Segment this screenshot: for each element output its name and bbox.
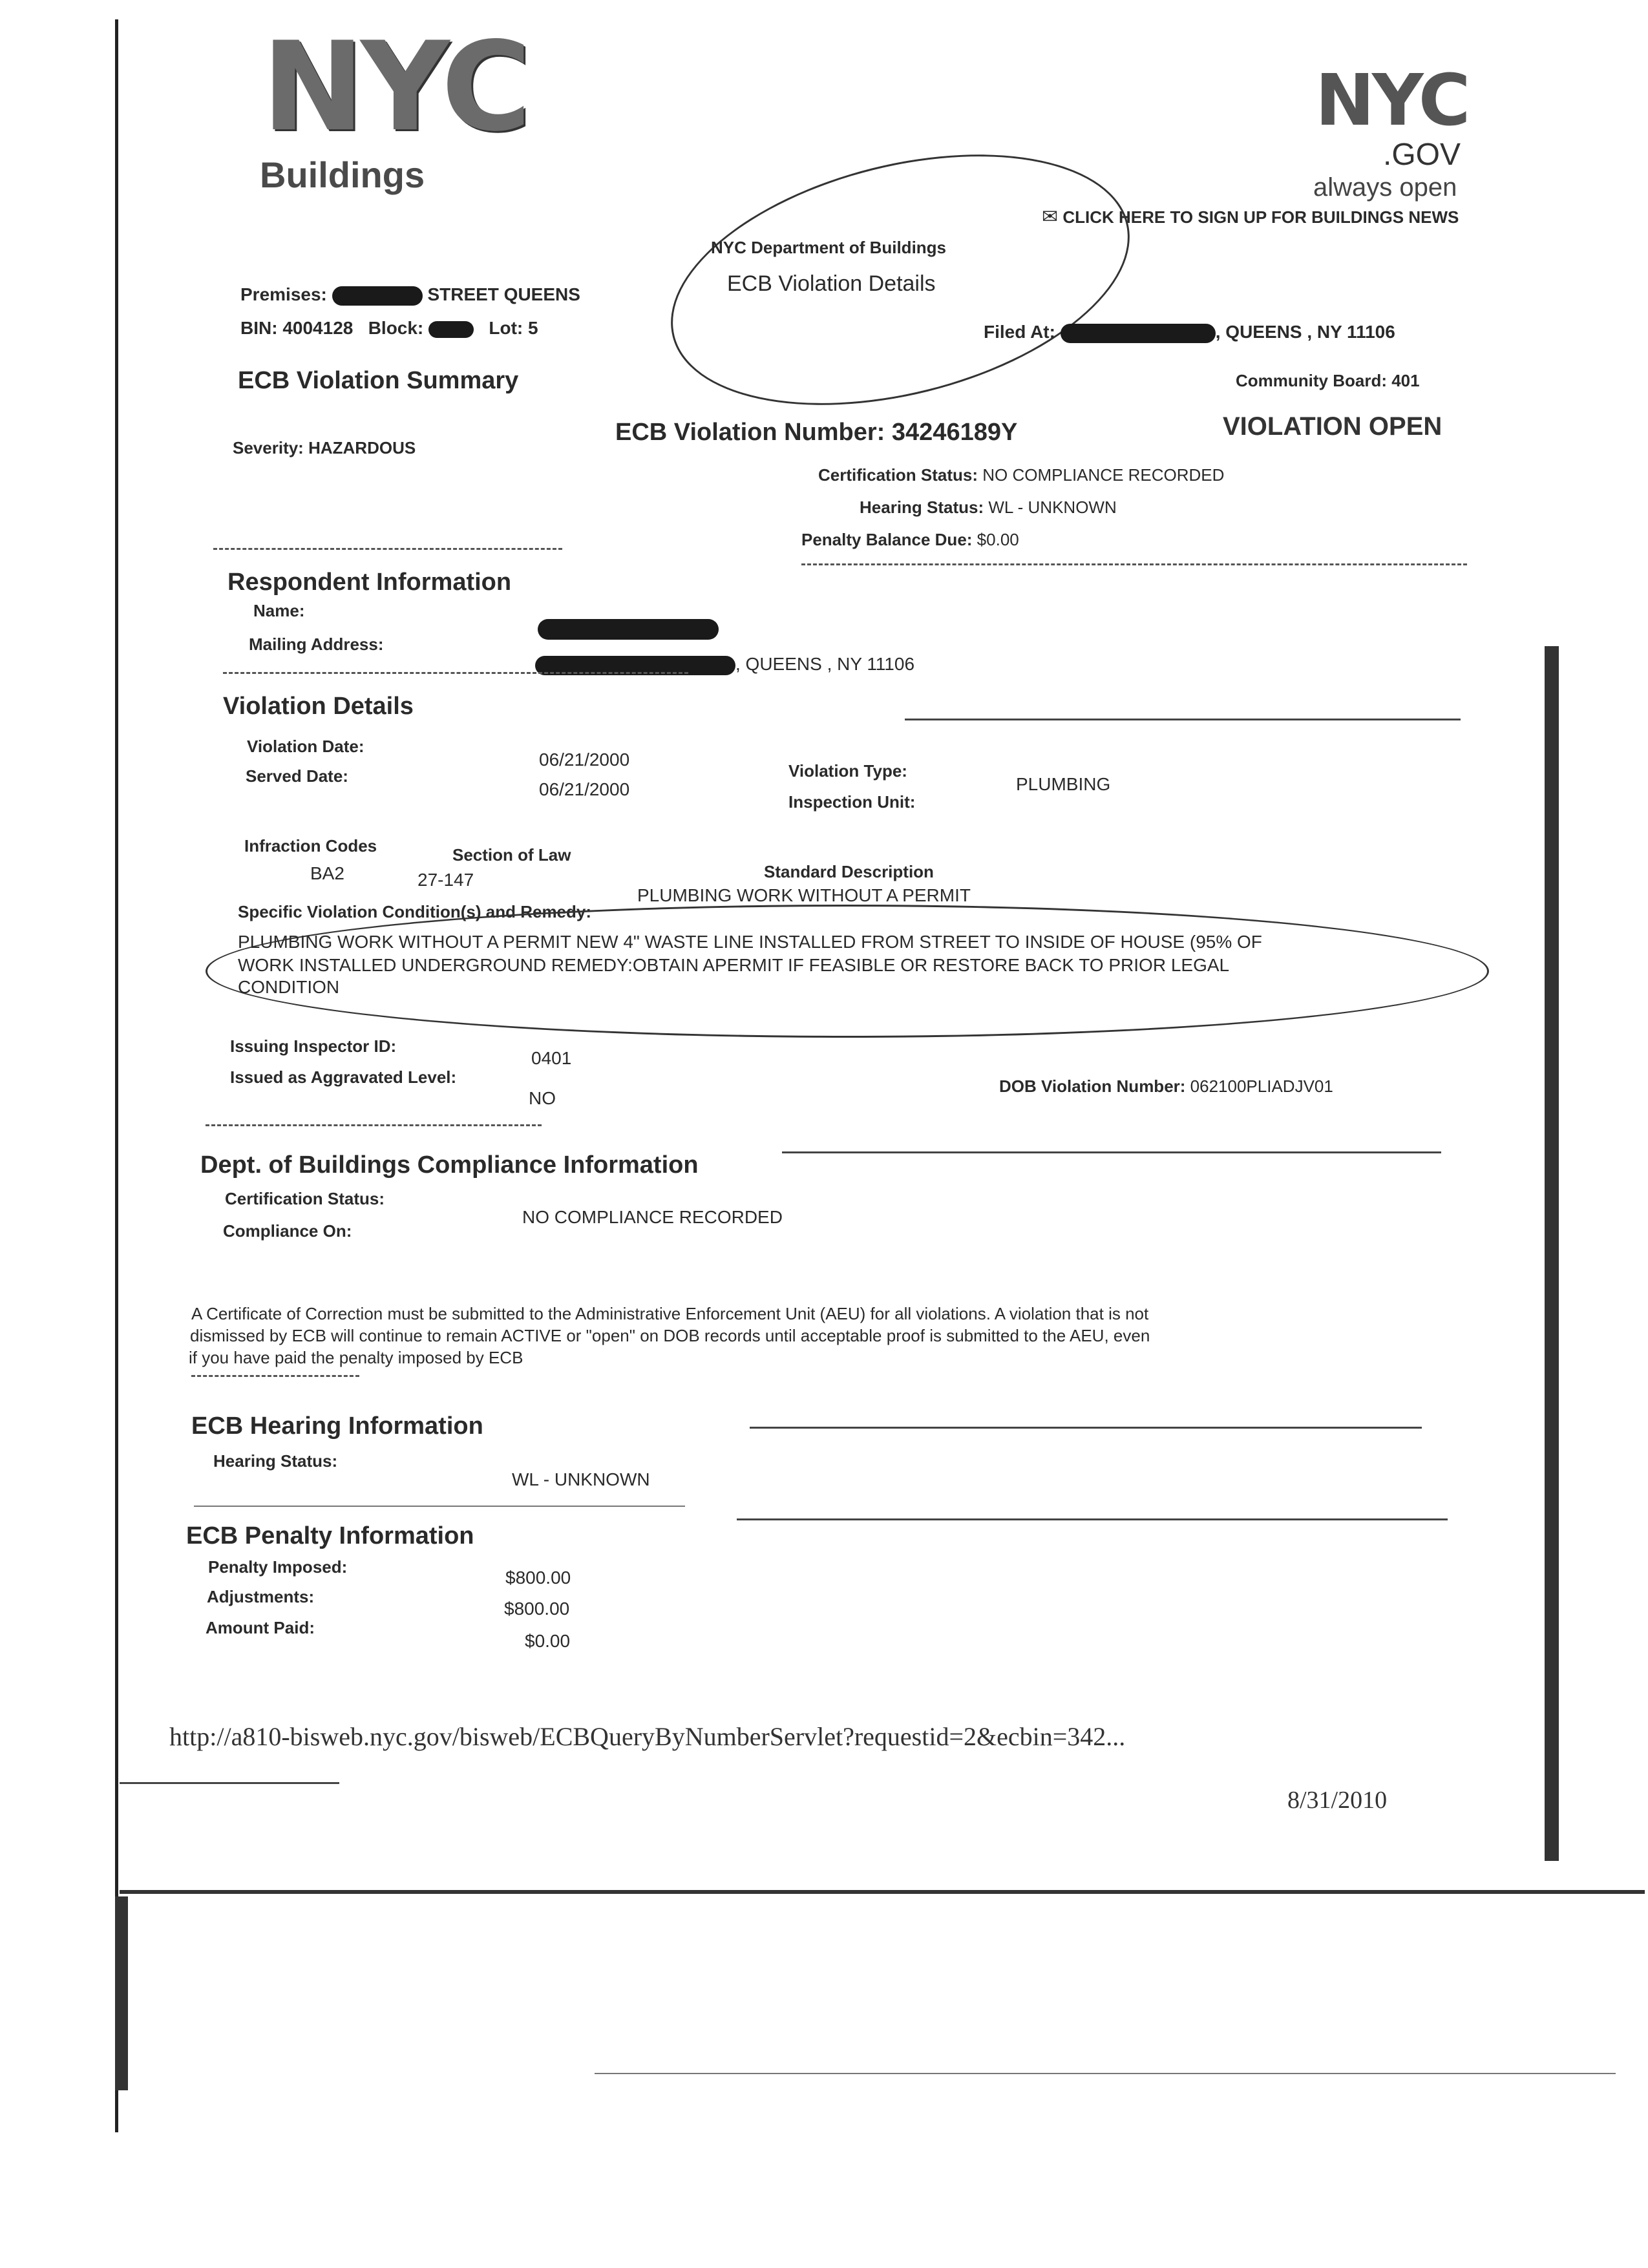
amount-paid-value: $0.00	[525, 1631, 571, 1651]
respondent-heading: Respondent Information	[227, 569, 512, 596]
violation-details-heading: Violation Details	[223, 693, 414, 720]
divider	[194, 1506, 685, 1507]
penalty-imposed-value: $800.00	[505, 1568, 571, 1588]
footer-rule	[120, 1782, 339, 1784]
compliance-on-label: Compliance On:	[223, 1221, 352, 1241]
summary-cert-status: Certification Status: NO COMPLIANCE RECORDED	[818, 465, 1225, 485]
divider	[905, 719, 1461, 720]
condition-text-line-1: PLUMBING WORK WITHOUT A PERMIT NEW 4" WASTE LINE INSTALLED FROM STREET TO INSIDE OF HOUSE (95% OF	[238, 932, 1262, 952]
lower-left-scan-edge	[115, 1896, 128, 2090]
infraction-code-value: BA2	[310, 863, 344, 883]
divider	[737, 1518, 1448, 1520]
signup-link[interactable]: ✉ CLICK HERE TO SIGN UP FOR BUILDINGS NEWS	[1042, 206, 1459, 227]
adjustments-value: $800.00	[504, 1599, 570, 1619]
condition-text-line-3: CONDITION	[238, 977, 340, 997]
violation-date-label: Violation Date:	[247, 737, 364, 756]
compliance-heading: Dept. of Buildings Compliance Information	[200, 1151, 699, 1179]
nyc-gov-logo-subtitle: .GOV	[1383, 138, 1461, 172]
divider	[782, 1151, 1441, 1153]
inspection-unit-label: Inspection Unit:	[788, 792, 916, 812]
violation-number-line: ECB Violation Number: 34246189Y	[615, 419, 1018, 446]
standard-description-value: PLUMBING WORK WITHOUT A PERMIT	[637, 885, 971, 905]
dob-violation-number: DOB Violation Number: 062100PLIADJV01	[999, 1076, 1333, 1096]
left-scan-edge	[115, 19, 118, 2132]
penalty-heading: ECB Penalty Information	[186, 1522, 474, 1549]
redaction-bar	[538, 619, 719, 640]
summary-heading: ECB Violation Summary	[238, 367, 519, 394]
nyc-gov-logo: NYC	[1315, 59, 1468, 142]
redaction-bar	[1061, 324, 1216, 343]
severity-line: Severity: HAZARDOUS	[233, 438, 416, 457]
redaction-bar	[332, 286, 423, 306]
section-of-law-header: Section of Law	[452, 845, 571, 865]
bottom-page-edge	[120, 1890, 1645, 1894]
community-board: Community Board: 401	[1236, 371, 1420, 390]
violation-type-value: PLUMBING	[1016, 774, 1111, 794]
footer-url[interactable]: http://a810-bisweb.nyc.gov/bisweb/ECBQueryByNumberServlet?requestid=2&ecbin=342...	[169, 1722, 1126, 1751]
divider	[191, 1375, 359, 1377]
department-name: NYC Department of Buildings	[711, 238, 947, 257]
hearing-heading: ECB Hearing Information	[191, 1412, 483, 1440]
inspector-id-value: 0401	[531, 1048, 572, 1068]
notice-line-1: A Certificate of Correction must be submitted to the Administrative Enforcement Unit (AEU) for all violations. A violation that is not	[191, 1304, 1149, 1323]
respondent-name-label: Name:	[253, 601, 305, 620]
summary-penalty-balance: Penalty Balance Due: $0.00	[801, 530, 1019, 549]
hearing-status-value: WL - UNKNOWN	[512, 1469, 650, 1489]
notice-line-3: if you have paid the penalty imposed by ECB	[189, 1348, 523, 1367]
respondent-mailing-label: Mailing Address:	[249, 635, 384, 654]
violation-date-value: 06/21/2000	[539, 750, 630, 770]
hearing-status-label: Hearing Status:	[213, 1451, 338, 1471]
compliance-cert-status-label: Certification Status:	[225, 1189, 385, 1208]
right-scan-edge	[1545, 646, 1559, 1861]
divider	[213, 548, 562, 550]
condition-label: Specific Violation Condition(s) and Remedy:	[238, 902, 592, 921]
adjustments-label: Adjustments:	[207, 1587, 315, 1606]
violation-status: VIOLATION OPEN	[1223, 412, 1442, 441]
aggravated-label: Issued as Aggravated Level:	[230, 1067, 457, 1087]
violation-type-label: Violation Type:	[788, 761, 907, 781]
summary-hearing-status: Hearing Status: WL - UNKNOWN	[860, 498, 1117, 517]
divider	[223, 672, 688, 674]
nyc-buildings-logo-subtitle: Buildings	[260, 154, 425, 195]
aggravated-value: NO	[529, 1088, 556, 1108]
compliance-cert-status-value: NO COMPLIANCE RECORDED	[522, 1207, 783, 1227]
lower-faint-line	[595, 2073, 1616, 2074]
amount-paid-label: Amount Paid:	[206, 1618, 315, 1637]
page-title: ECB Violation Details	[727, 271, 936, 296]
notice-line-2: dismissed by ECB will continue to remain ACTIVE or "open" on DOB records until acceptable proof is submitted to the AEU, even	[190, 1326, 1150, 1345]
divider	[750, 1427, 1422, 1429]
envelope-icon: ✉	[1042, 206, 1059, 227]
redaction-bar	[428, 321, 474, 338]
served-date-value: 06/21/2000	[539, 779, 630, 799]
penalty-imposed-label: Penalty Imposed:	[208, 1557, 348, 1577]
condition-text-line-2: WORK INSTALLED UNDERGROUND REMEDY:OBTAIN APERMIT IF FEASIBLE OR RESTORE BACK TO PRIOR LEGAL	[238, 955, 1230, 975]
divider	[801, 563, 1467, 565]
infraction-codes-header: Infraction Codes	[244, 836, 377, 856]
section-of-law-value: 27-147	[417, 870, 474, 890]
divider	[206, 1124, 542, 1126]
nyc-gov-tagline: always open	[1313, 173, 1457, 202]
respondent-mailing-address: , QUEENS , NY 11106	[535, 654, 914, 675]
served-date-label: Served Date:	[246, 766, 348, 786]
footer-date: 8/31/2010	[1287, 1787, 1388, 1814]
nyc-buildings-logo: NYC	[262, 16, 528, 158]
standard-description-header: Standard Description	[764, 862, 934, 881]
premises-line: Premises: STREET QUEENS	[240, 284, 580, 304]
filed-at-line: Filed At: , QUEENS , NY 11106	[984, 322, 1395, 342]
bin-block-lot-line: BIN: 4004128 Block: Lot: 5	[240, 318, 538, 338]
inspector-id-label: Issuing Inspector ID:	[230, 1036, 397, 1056]
